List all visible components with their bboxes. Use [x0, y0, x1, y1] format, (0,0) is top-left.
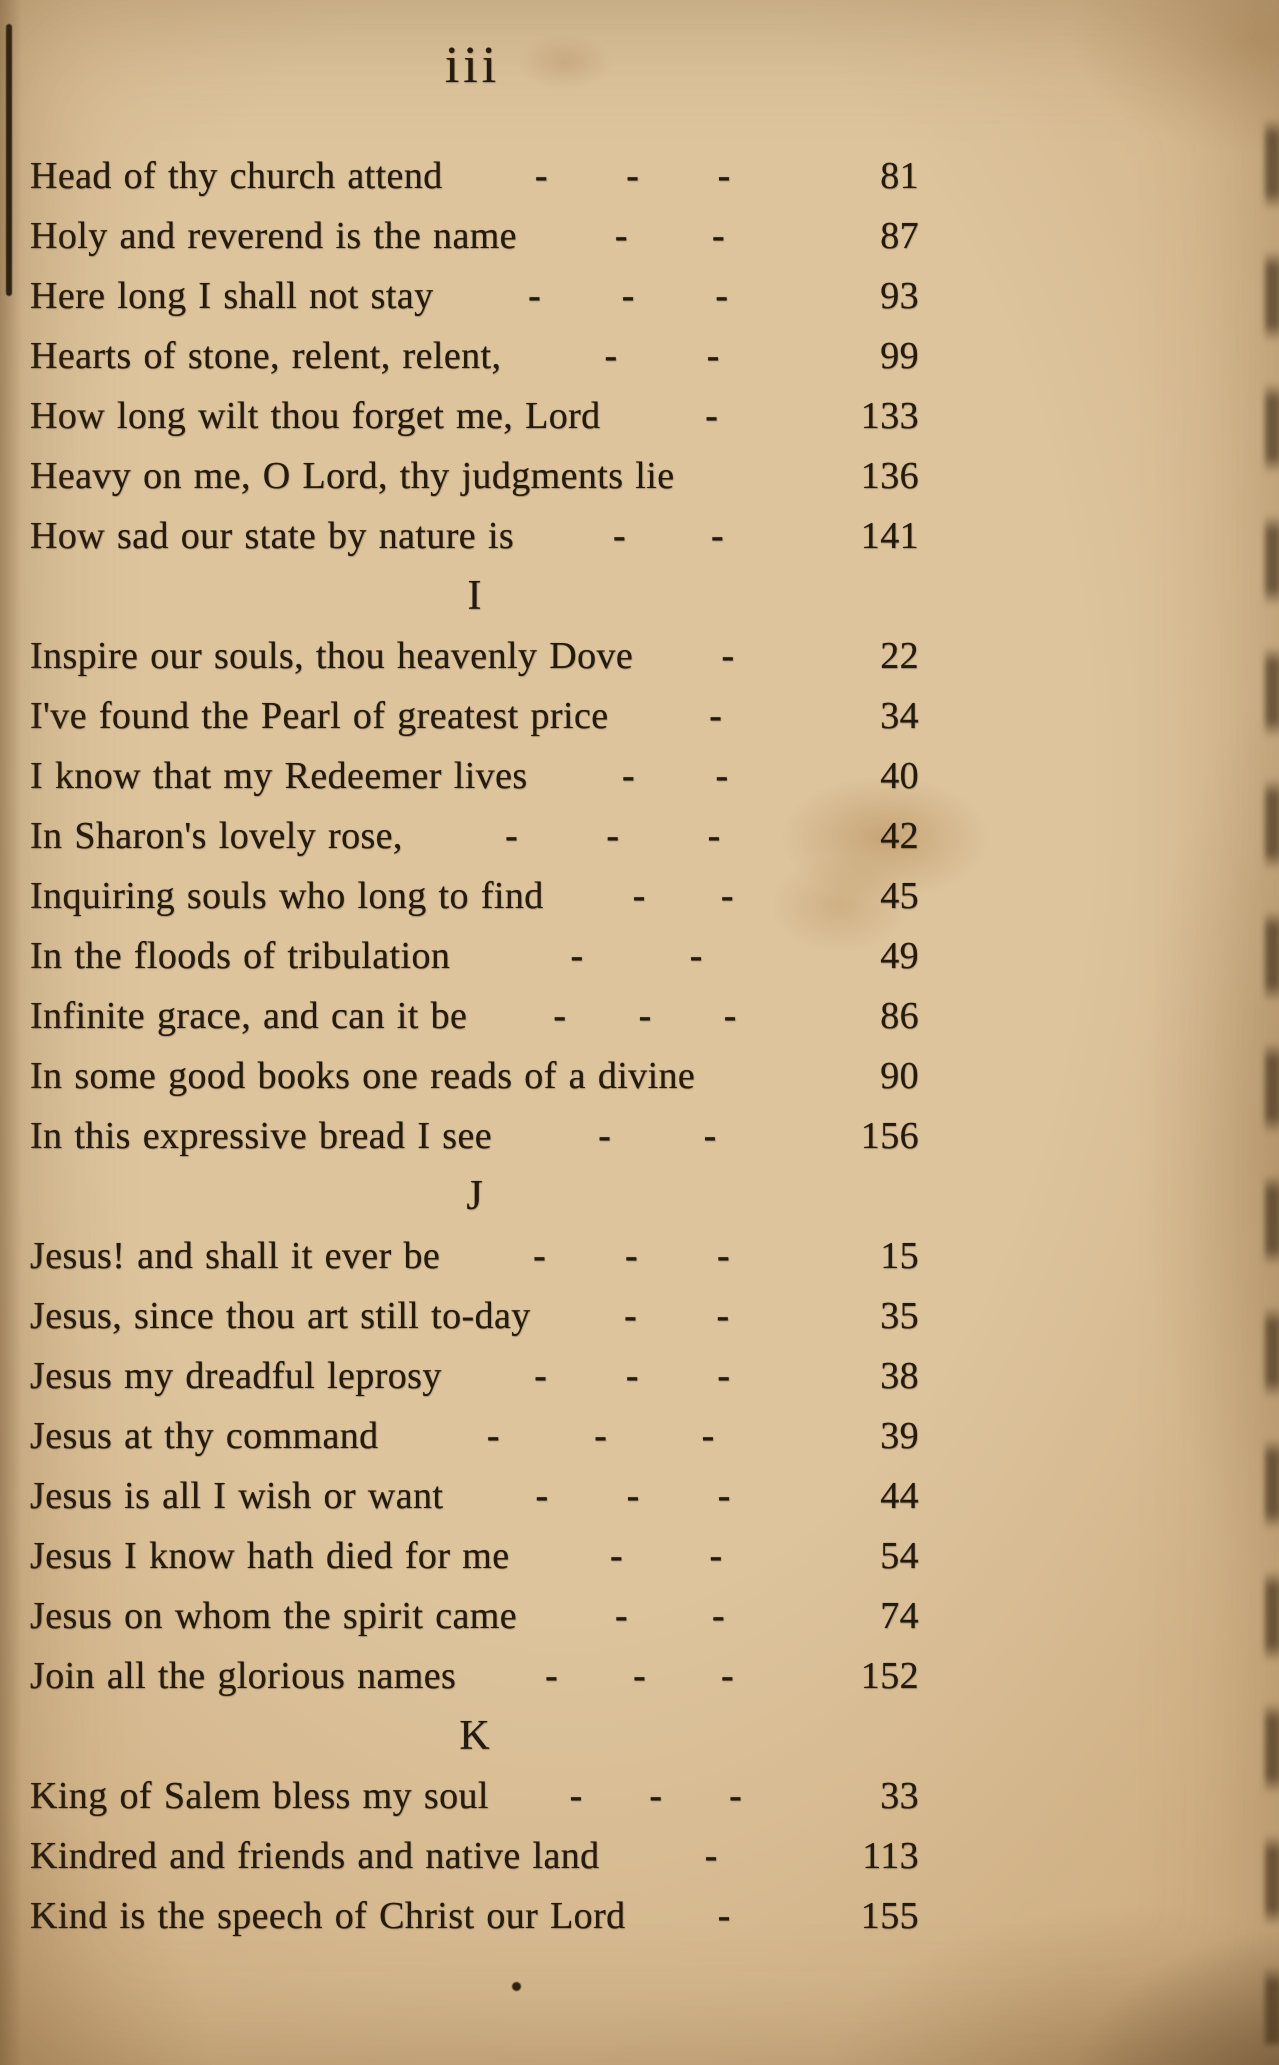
entry-page-number: 99: [880, 335, 919, 377]
entry-page-number: 22: [880, 635, 919, 677]
entry-title: King of Salem bless my soul: [30, 1775, 489, 1817]
index-entry: [30, 1586, 919, 1646]
left-edge-shading: [0, 0, 22, 2065]
entry-page-number: 156: [860, 1115, 919, 1157]
entry-title: Jesus, since thou art still to-day: [30, 1295, 531, 1337]
entry-title: Inquiring souls who long to find: [30, 875, 544, 917]
entry-dash-leader: -: [704, 1835, 718, 1877]
entry-page-number: 34: [880, 695, 919, 737]
entry-page-number: 81: [880, 155, 919, 197]
index-entry: [30, 326, 919, 386]
index-entry: [30, 146, 919, 206]
index-entry: [30, 986, 919, 1046]
index-entry: [30, 386, 919, 446]
entry-dash-leader: - -: [624, 1295, 730, 1337]
entry-page-number: 44: [880, 1475, 919, 1517]
entry-dash-leader: - - -: [553, 995, 737, 1037]
entry-page-number: 141: [860, 515, 919, 557]
entry-page-number: 93: [880, 275, 919, 317]
index-entry: [30, 506, 919, 566]
index-entry: [30, 1646, 919, 1706]
entry-title: I know that my Redeemer lives: [30, 755, 528, 797]
index-entry: [30, 206, 919, 266]
section-letter: K: [459, 1713, 490, 1759]
entry-dash-leader: - - -: [534, 155, 731, 197]
index-entry: [30, 1226, 919, 1286]
index-entry: [30, 1766, 919, 1826]
entry-title: Inspire our souls, thou heavenly Dove: [30, 635, 634, 677]
entry-title: Head of thy church attend: [30, 155, 443, 197]
entry-page-number: 136: [860, 455, 919, 497]
entry-title: In this expressive bread I see: [30, 1115, 493, 1157]
entry-dash-leader: - -: [609, 1535, 723, 1577]
index-entry: [30, 926, 919, 986]
entry-title: Jesus on whom the spirit came: [30, 1595, 518, 1637]
entry-title: Kind is the speech of Christ our Lord: [30, 1895, 626, 1937]
entry-page-number: 86: [880, 995, 919, 1037]
entry-title: Holy and reverend is the name: [30, 215, 517, 257]
entry-title: Jesus! and shall it ever be: [30, 1235, 441, 1277]
index-entry: [30, 1046, 919, 1106]
index-entry: [30, 1886, 919, 1946]
entry-title: How sad our state by nature is: [30, 515, 515, 557]
entry-page-number: 90: [880, 1055, 919, 1097]
entry-title: Jesus my dreadful leprosy: [30, 1355, 442, 1397]
entry-page-number: 39: [880, 1415, 919, 1457]
index-entry: [30, 1526, 919, 1586]
entry-title: Jesus I know hath died for me: [30, 1535, 510, 1577]
entry-dash-leader: -: [709, 695, 723, 737]
entry-title: Jesus at thy command: [30, 1415, 379, 1457]
index-entry: [30, 1286, 919, 1346]
entry-dash-leader: -: [705, 395, 719, 437]
entry-dash-leader: - -: [632, 875, 734, 917]
binding-line-mark: [6, 24, 12, 296]
entry-page-number: 49: [880, 935, 919, 977]
entry-dash-leader: - - -: [569, 1775, 743, 1817]
entry-dash-leader: - -: [621, 755, 729, 797]
entry-dash-leader: - -: [614, 215, 725, 257]
entry-page-number: 42: [880, 815, 919, 857]
index-entry: [30, 266, 919, 326]
entry-page-number: 38: [880, 1355, 919, 1397]
entry-title: In the floods of tribulation: [30, 935, 451, 977]
index-entry: [30, 626, 919, 686]
entry-dash-leader: - - -: [486, 1415, 715, 1457]
entry-dash-leader: - - -: [545, 1655, 735, 1697]
entry-dash-leader: - - -: [528, 275, 729, 317]
entry-title: Heavy on me, O Lord, thy judgments lie: [30, 455, 675, 497]
entry-title: Jesus is all I wish or want: [30, 1475, 444, 1517]
index-entry: [30, 746, 919, 806]
section-letter: I: [467, 573, 482, 619]
entry-dash-leader: - -: [614, 1595, 726, 1637]
index-entry: [30, 806, 919, 866]
bottom-right-corner-stain: [1049, 1915, 1279, 2065]
entry-title: In some good books one reads of a divine: [30, 1055, 696, 1097]
index-list: [30, 146, 919, 1946]
index-entry: [30, 1406, 919, 1466]
entry-title: Hearts of stone, relent, relent,: [30, 335, 502, 377]
index-entry: [30, 866, 919, 926]
index-entry: [30, 1346, 919, 1406]
entry-dash-leader: - - -: [534, 1355, 731, 1397]
entry-page-number: 155: [860, 1895, 919, 1937]
entry-page-number: 113: [862, 1835, 919, 1877]
index-entry: [30, 1466, 919, 1526]
entry-page-number: 35: [880, 1295, 919, 1337]
entry-dash-leader: -: [721, 635, 735, 677]
entry-title: Join all the glorious names: [30, 1655, 457, 1697]
entry-page-number: 45: [880, 875, 919, 917]
entry-title: Infinite grace, and can it be: [30, 995, 468, 1037]
entry-page-number: 133: [860, 395, 919, 437]
entry-title: I've found the Pearl of greatest price: [30, 695, 609, 737]
entry-page-number: 87: [880, 215, 919, 257]
index-entry: [30, 686, 919, 746]
index-entry: [30, 1826, 919, 1886]
entry-dash-leader: -: [717, 1895, 731, 1937]
page-number: iii: [444, 37, 501, 94]
entry-page-number: 74: [880, 1595, 919, 1637]
right-edge-shadow-marks: [1265, 90, 1279, 2045]
entry-dash-leader: - -: [598, 1115, 717, 1157]
entry-page-number: 152: [860, 1655, 919, 1697]
entry-page-number: 54: [880, 1535, 919, 1577]
ink-dot: [512, 1982, 521, 1991]
entry-title: Kindred and friends and native land: [30, 1835, 600, 1877]
entry-dash-leader: - - -: [505, 815, 721, 857]
entry-title: How long wilt thou forget me, Lord: [30, 395, 601, 437]
entry-dash-leader: - -: [604, 335, 720, 377]
index-entry: [30, 1106, 919, 1166]
entry-dash-leader: - - -: [533, 1235, 731, 1277]
entry-dash-leader: - - -: [535, 1475, 731, 1517]
entry-dash-leader: - -: [613, 515, 725, 557]
section-letter: J: [466, 1173, 483, 1219]
entry-page-number: 15: [880, 1235, 919, 1277]
entry-page-number: 33: [880, 1775, 919, 1817]
entry-title: Here long I shall not stay: [30, 275, 434, 317]
entry-dash-leader: - -: [570, 935, 703, 977]
index-entry: [30, 446, 919, 506]
entry-page-number: 40: [880, 755, 919, 797]
entry-title: In Sharon's lovely rose,: [30, 815, 403, 857]
